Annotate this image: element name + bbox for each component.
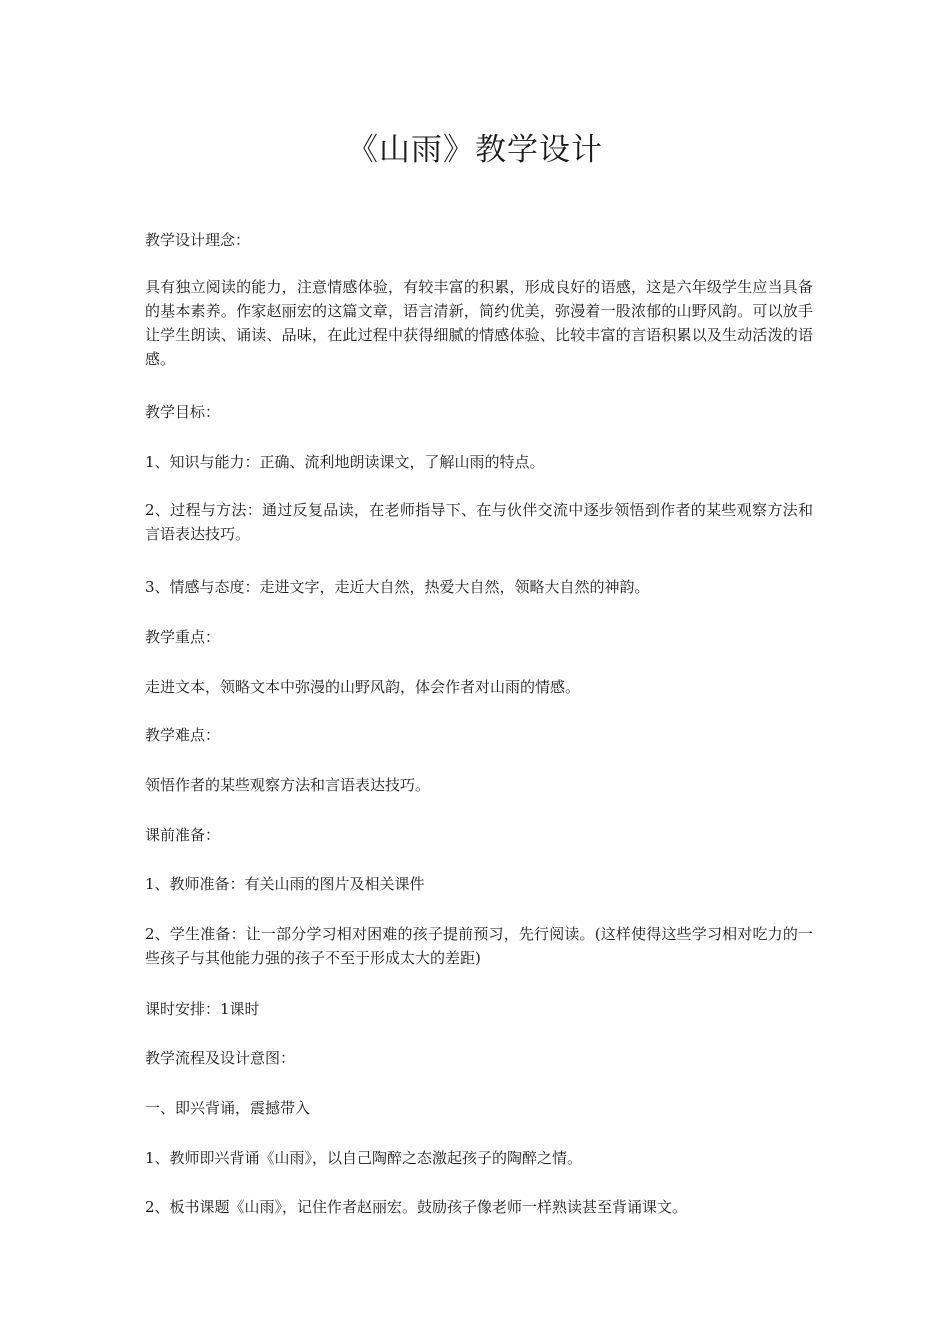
section-heading-key-points: 教学重点： xyxy=(145,628,221,646)
objective-item-2: 2、过程与方法：通过反复品读，在老师指导下、在与伙伴交流中逐步领悟到作者的某些观察方法和言语表达技巧。 xyxy=(145,501,813,543)
section-heading-process: 教学流程及设计意图： xyxy=(145,1049,296,1067)
paragraph-schedule: 课时安排：1课时 xyxy=(145,1000,260,1018)
objective-item-3: 3、情感与态度：走进文字，走近大自然，热爱大自然，领略大自然的神韵。 xyxy=(145,578,650,596)
objective-item-1: 1、知识与能力：正确、流利地朗读课文，了解山雨的特点。 xyxy=(145,453,545,471)
paragraph-design-concept: 具有独立阅读的能力，注意情感体验，有较丰富的积累，形成良好的语感，这是六年级学生应当具备的基本素养。作家赵丽宏的这篇文章，语言清新，简约优美，弥漫着一股浓郁的山野风韵。可以放手让学生朗读、诵读、品味，在此过程中获得细腻的情感体验、比较丰富的言语积累以及生动活泼的语感。 xyxy=(145,278,813,368)
section-heading-objectives: 教学目标： xyxy=(145,403,221,421)
preparation-item-1: 1、教师准备：有关山雨的图片及相关课件 xyxy=(145,875,425,893)
paragraph-difficulties: 领悟作者的某些观察方法和言语表达技巧。 xyxy=(145,776,431,794)
process-step-1-item-1: 1、教师即兴背诵《山雨》，以自己陶醉之态激起孩子的陶醉之情。 xyxy=(145,1149,583,1167)
document-title: 《山雨》教学设计 xyxy=(347,132,603,168)
section-heading-difficulties: 教学难点： xyxy=(145,726,221,744)
preparation-item-2: 2、学生准备：让一部分学习相对困难的孩子提前预习，先行阅读。(这样使得这些学习相对吃力的一些孩子与其他能力强的孩子不至于形成太大的差距) xyxy=(145,925,813,967)
process-step-heading-1: 一、即兴背诵，震撼带入 xyxy=(145,1099,311,1117)
process-step-1-item-2: 2、板书课题《山雨》，记住作者赵丽宏。鼓励孩子像老师一样熟读甚至背诵课文。 xyxy=(145,1198,688,1216)
paragraph-key-points: 走进文本，领略文本中弥漫的山野风韵，体会作者对山雨的情感。 xyxy=(145,678,581,696)
section-heading-design-concept: 教学设计理念： xyxy=(145,231,251,249)
section-heading-preparation: 课前准备： xyxy=(145,826,221,844)
